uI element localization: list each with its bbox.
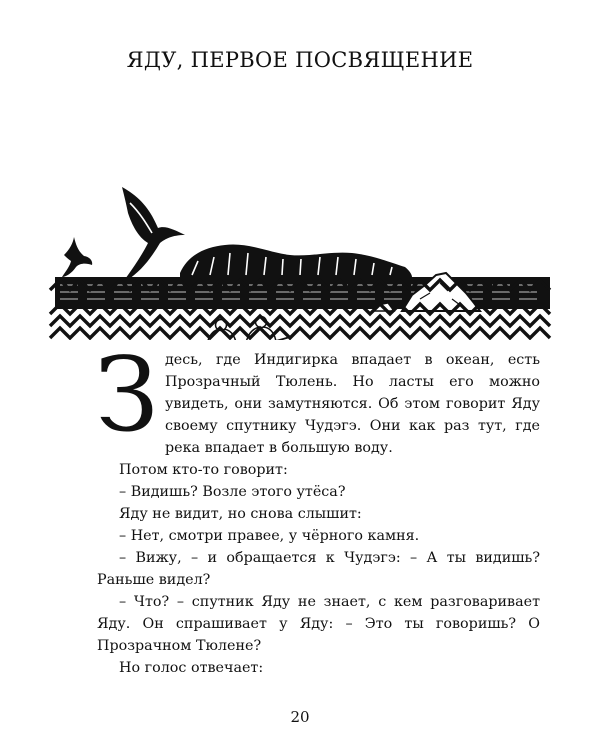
paragraph: – Нет, смотри правее, у чёрного камня. [119,528,420,544]
drop-cap: З [95,336,159,455]
small-gull-icon [62,237,92,277]
paragraph: – Вижу, – и обращается к Чудэгэ: – А ты видишь? Раньше видел? [97,550,540,588]
illustration [0,85,600,340]
page-number: 20 [290,708,310,726]
paragraph: Яду не видит, но снова слышит: [119,506,362,522]
page-title: ЯДУ, ПЕРВОЕ ПОСВЯЩЕНИЕ [126,48,474,72]
body-text [95,336,540,679]
paragraph: – Что? – спутник Яду не знает, с кем разговаривает Яду. Он спрашивает у Яду: – Это ты говоришь? О Прозрачном Тюлене? [97,594,540,654]
paragraph: десь, где Индигирка впадает в океан, есть Прозрачный Тюлень. Но ласты его можно увидеть, они замутняются. Об этом говорит Яду своему спутнику Чудэгэ. Они как раз тут, где река впадает в большую воду. [165,352,540,456]
large-gull-icon [122,187,185,283]
paragraph: Но голос отвечает: [119,660,264,676]
hills [180,244,412,277]
paragraph: Потом кто-то говорит: [119,462,288,478]
paragraph: – Видишь? Возле этого утёса? [119,484,346,500]
